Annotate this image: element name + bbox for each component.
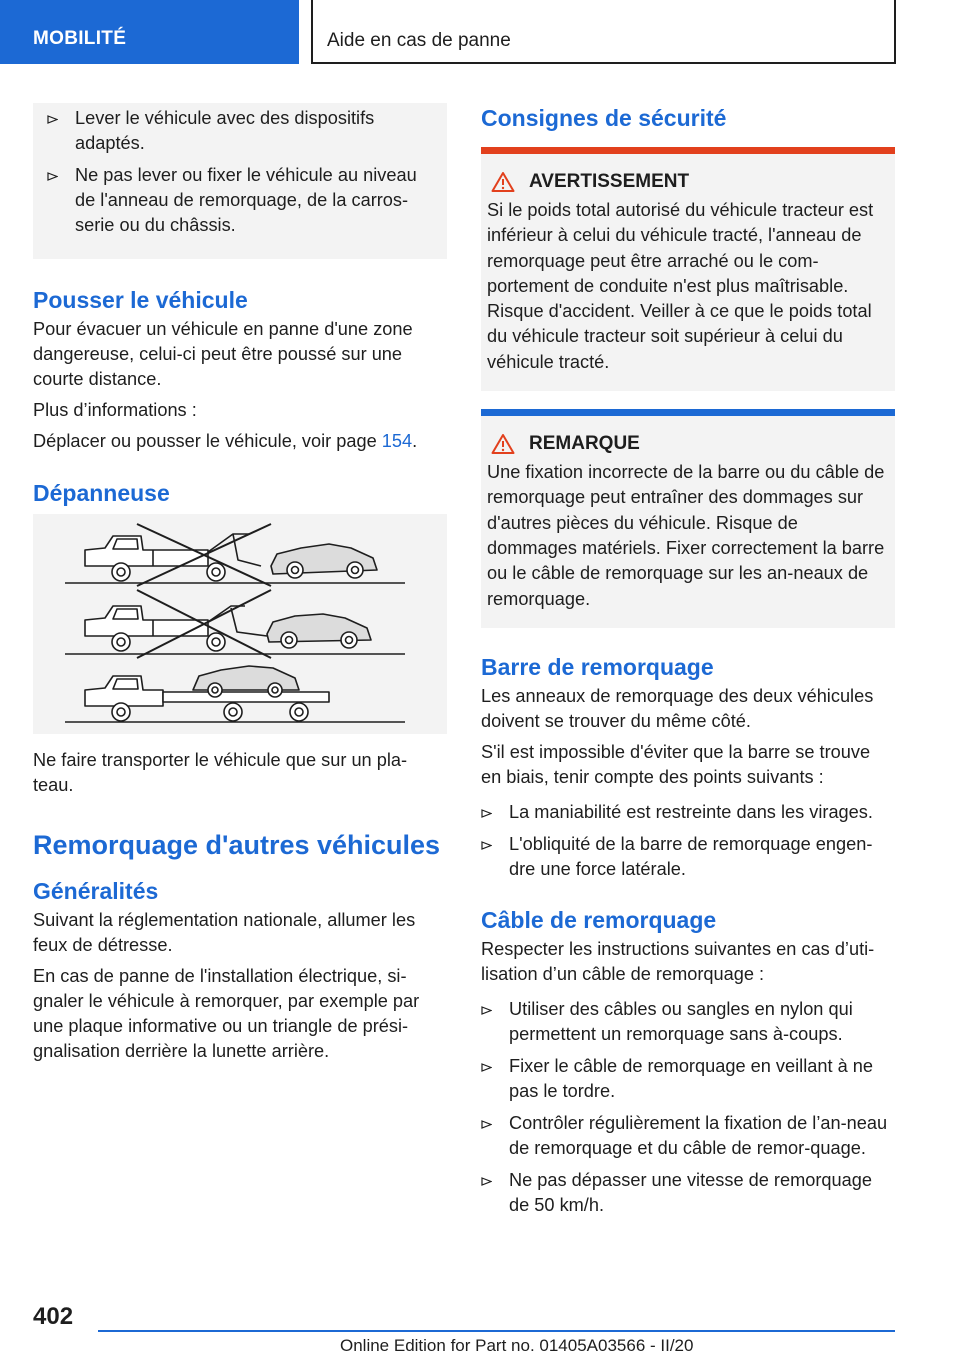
list-item: Fixer le câble de remorquage en veillant à ne pas le tordre. [481,1054,895,1104]
list-item: Ne pas dépasser une vitesse de remorquage de 50 km/h. [481,1168,895,1218]
safety-heading: Consignes de sécurité [481,105,727,131]
tow-bar-heading: Barre de remorquage [481,653,714,680]
general-text-1: Suivant la réglementation nationale, allumer les feux de détresse. [33,910,416,955]
list-item: Contrôler régulièrement la fixation de l’an-neau de remorquage et du câble de remor-quage. [481,1111,895,1161]
header-chapter-box [311,0,896,64]
list-item: Lever le véhicule avec des dispositifs adaptés. [47,106,433,156]
tow-cable-bullet-list [481,997,895,1218]
header-section-label: MOBILITÉ [33,28,127,49]
intro-bullets-box [33,103,447,259]
push-vehicle-heading: Pousser le véhicule [33,287,248,313]
page-reference-link[interactable]: 154 [381,431,413,451]
bullet-triangle-icon [481,841,492,850]
bullet-triangle-icon [481,809,492,818]
right-column [481,103,895,1225]
warning-triangle-icon [491,433,515,455]
tow-cable-text: Respecter les instructions suivantes en cas d’uti-lisation d’un câble de remorquage : [481,938,875,984]
tow-bar-bullet-list [481,800,895,882]
warning-box [481,147,895,391]
warning-text: Si le poids total autorisé du véhicule tracteur est inférieur à celui du véhicule tracté, l'anneau de remorquage peut être arraché ou le com-portement de conduite n'est plus maîtrisable. Risque d'accident. Veiller à ce que le poids total du véhicule tracteur soit supérieur à celui du véhicule tracté. [487,200,874,372]
header-section-tab [0,0,299,64]
note-box [481,409,895,628]
bullet-triangle-icon [481,1063,492,1072]
tow-truck-diagram [33,514,447,734]
warning-title-row [487,170,888,194]
list-item: La maniabilité est restreinte dans les virages. [481,800,895,825]
bullet-triangle-icon [481,1177,492,1186]
more-info-reference: Déplacer ou pousser le véhicule, voir page 154. [33,431,418,451]
left-column [33,103,447,1070]
towing-other-vehicles-heading: Remorquage d'autres véhicules [33,830,441,860]
more-info-label: Plus d’informations : [33,400,197,420]
tow-truck-illustration [33,514,447,734]
list-item: L'obliquité de la barre de remorquage engen-dre une force latérale. [481,832,895,882]
tow-truck-heading: Dépanneuse [33,480,170,506]
tow-bar-text-2: S'il est impossible d'éviter que la barre se trouve en biais, tenir compte des points suivants : [481,741,871,787]
tow-bar-text-1: Les anneaux de remorquage des deux véhicules doivent se trouver du même côté. [481,685,874,731]
warning-triangle-icon [491,171,515,193]
tow-cable-heading: Câble de remorquage [481,906,717,933]
bullet-triangle-icon [481,1120,492,1129]
list-item: Utiliser des câbles ou sangles en nylon qui permettent un remorquage sans à-coups. [481,997,895,1047]
intro-bullet-list [47,106,433,238]
push-vehicle-text: Pour évacuer un véhicule en panne d'une zone dangereuse, celui-ci peut être poussé sur une courte distance. [33,319,413,389]
bullet-triangle-icon [481,1006,492,1015]
header-chapter-label: Aide en cas de panne [327,30,511,51]
general-heading: Généralités [33,878,159,904]
note-title-row [487,432,888,456]
general-text-2: En cas de panne de l'installation électrique, si-gnaler le véhicule à remorquer, par exemple par une plaque informative ou un triangle de prési-gnalisation derrière la lunette arrière. [33,966,420,1061]
footer-divider [98,1330,895,1332]
bullet-triangle-icon [47,172,58,181]
page-number: 402 [33,1303,74,1330]
note-text: Une fixation incorrecte de la barre ou du câble de remorquage peut entraîner des dommages sur d'autres pièces du véhicule. Risque de dommages matériels. Fixer correctement la barre ou le câble de remorquage sur les an-neaux de remorquage. [487,462,885,609]
note-title: REMARQUE [529,433,640,455]
list-item: Ne pas lever ou fixer le véhicule au niveau de l'anneau de remorquage, de la carros-serie ou du châssis. [47,163,433,238]
bullet-triangle-icon [47,115,58,124]
warning-title: AVERTISSEMENT [529,171,690,192]
footer-edition-text: Online Edition for Part no. 01405A03566 - II/20 [340,1336,694,1355]
tow-truck-text: Ne faire transporter le véhicule que sur un pla-teau. [33,750,408,795]
